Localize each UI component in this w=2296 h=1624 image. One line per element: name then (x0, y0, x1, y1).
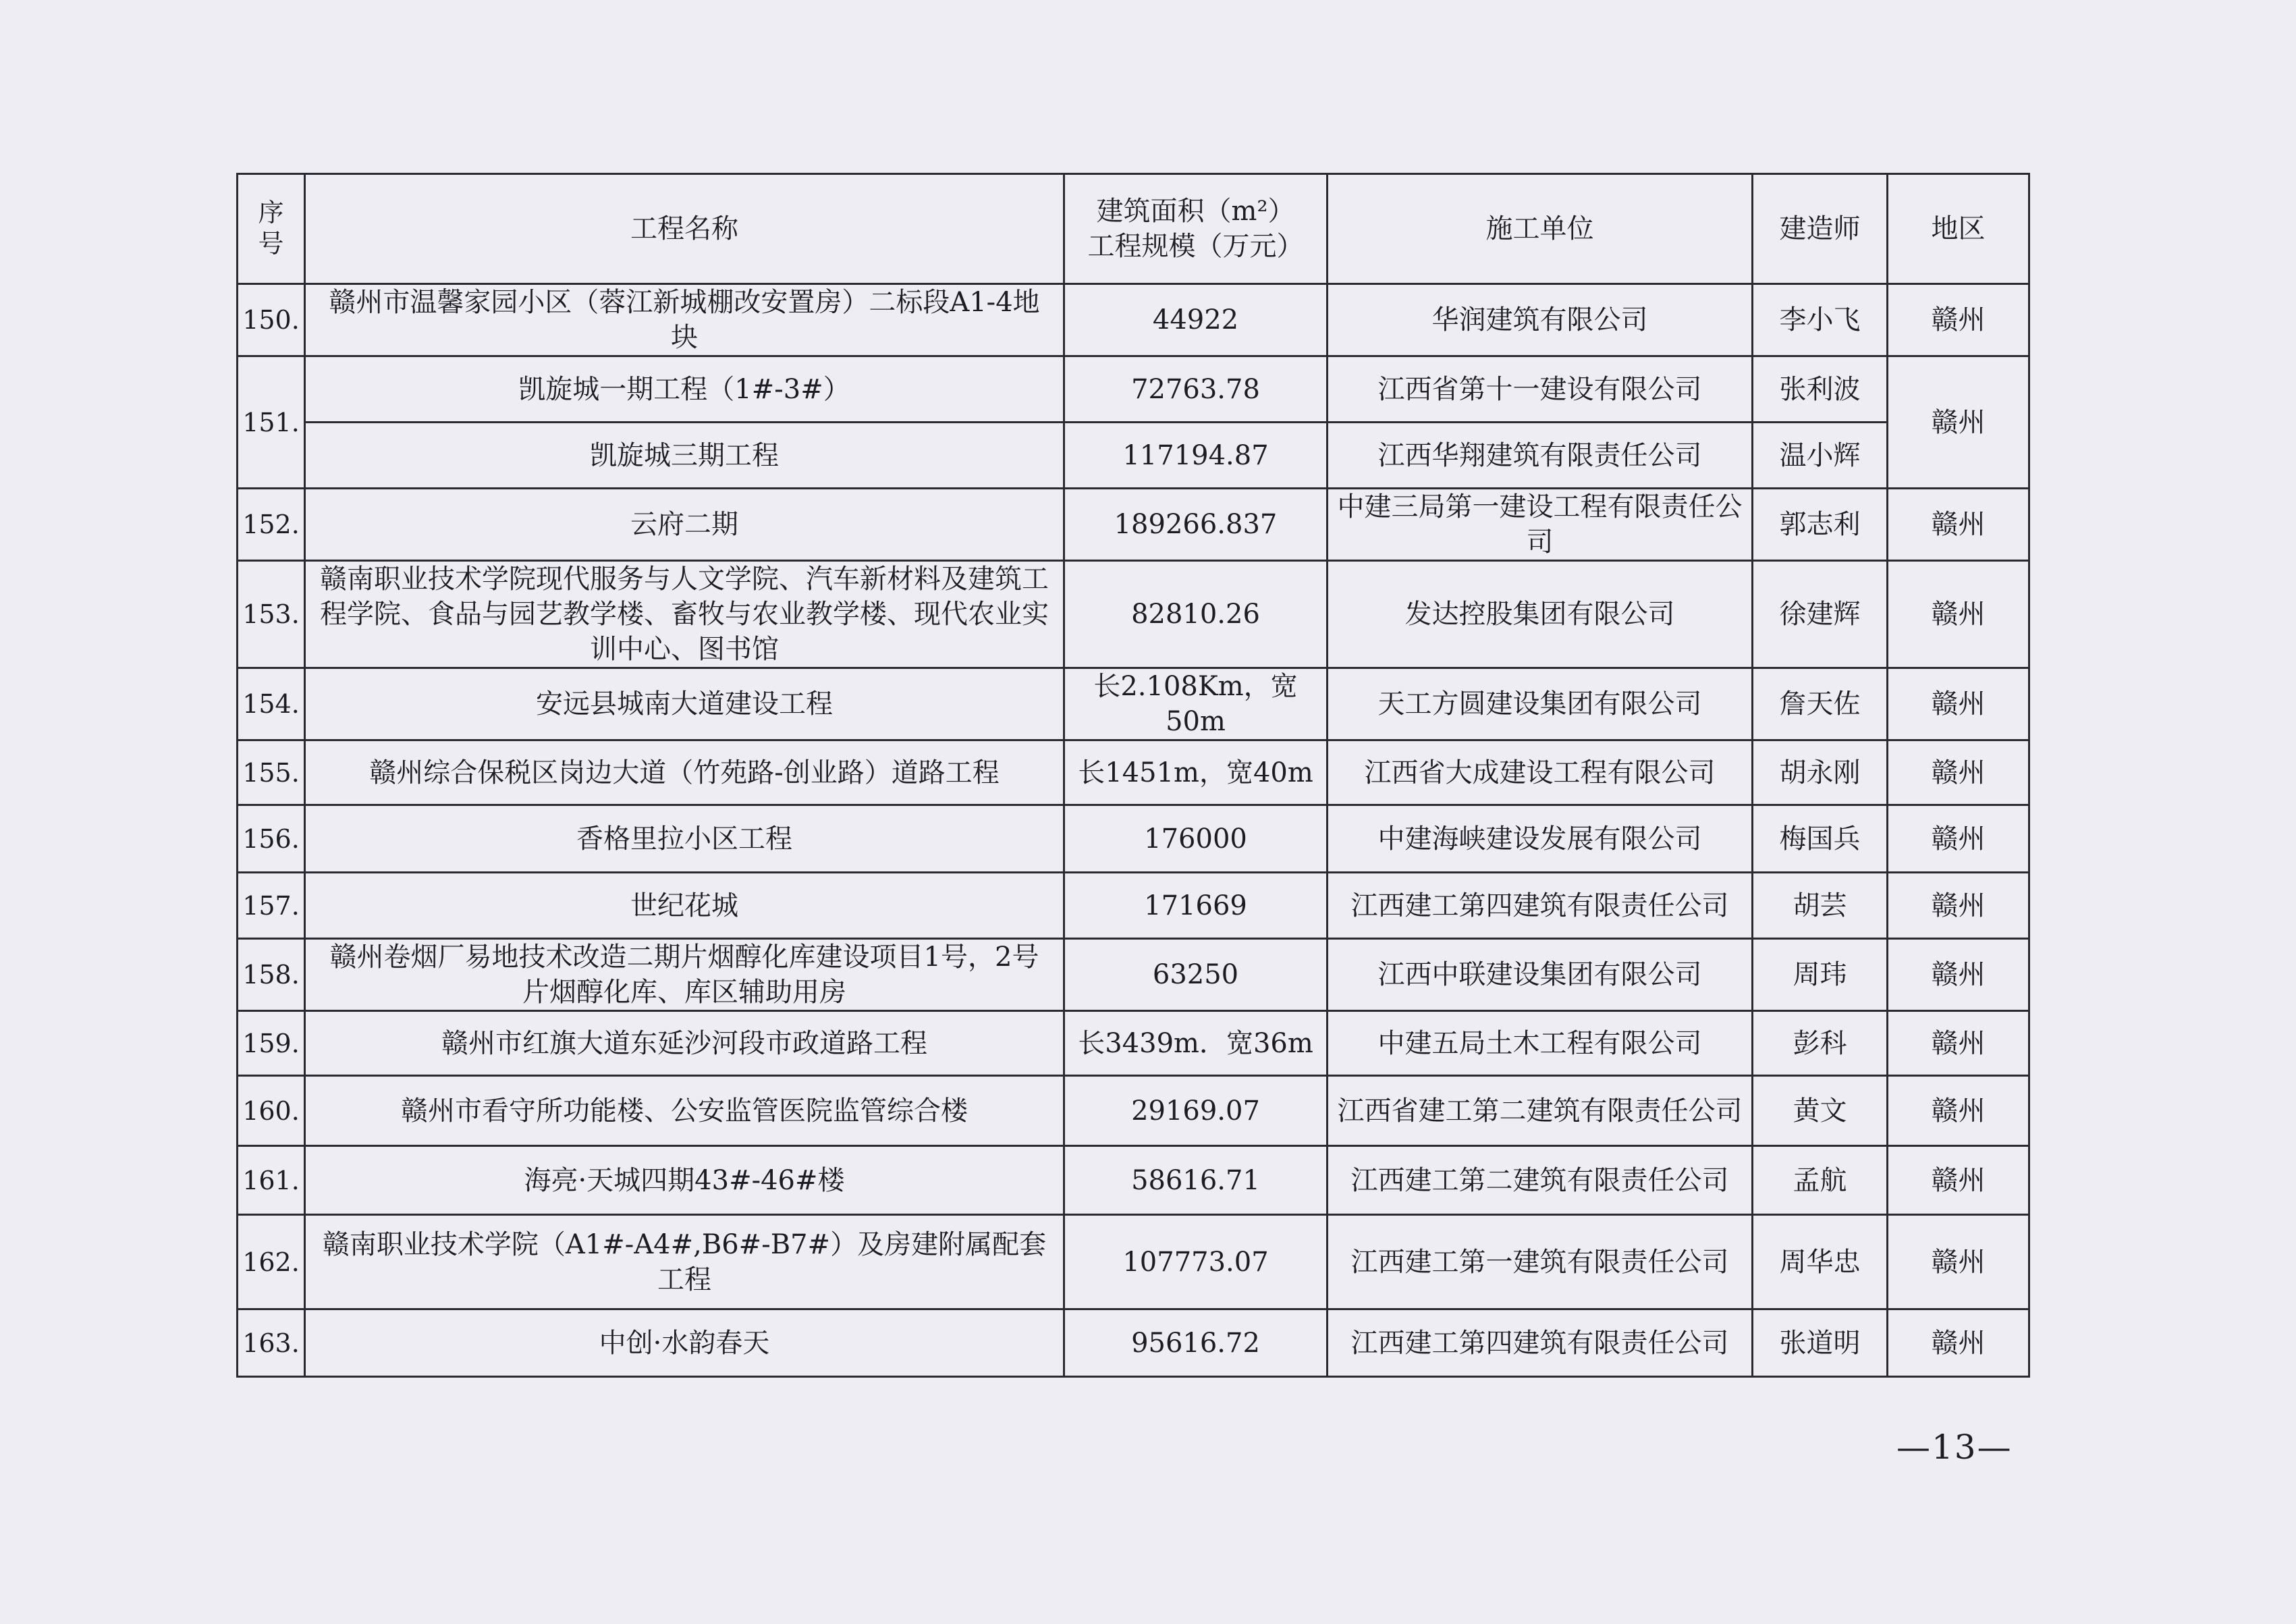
row-contractor: 天工方圆建设集团有限公司 (1328, 668, 1753, 740)
row-name: 赣州市红旗大道东延沙河段市政道路工程 (305, 1011, 1064, 1076)
row-region: 赣州 (1888, 356, 2029, 489)
row-contractor: 江西建工第四建筑有限责任公司 (1328, 1309, 1753, 1377)
row-scale: 长2.108Km，宽50m (1064, 668, 1328, 740)
row-builder: 徐建辉 (1753, 561, 1888, 668)
table-row (238, 561, 2029, 668)
table-row (238, 489, 2029, 561)
row-builder: 黄文 (1753, 1076, 1888, 1146)
row-no: 155. (238, 740, 305, 805)
row-no: 158. (238, 939, 305, 1011)
row-scale: 63250 (1064, 939, 1328, 1011)
row-name: 赣州市看守所功能楼、公安监管医院监管综合楼 (305, 1076, 1064, 1146)
row-no: 156. (238, 805, 305, 873)
table-row (238, 873, 2029, 939)
row-region: 赣州 (1888, 284, 2029, 356)
row-name: 海亮·天城四期43#-46#楼 (305, 1146, 1064, 1215)
page-number: —13— (1896, 1428, 2013, 1467)
row-region: 赣州 (1888, 873, 2029, 939)
table-row (238, 1076, 2029, 1146)
row-scale: 95616.72 (1064, 1309, 1328, 1377)
row-builder: 孟航 (1753, 1146, 1888, 1215)
table-row (238, 423, 2029, 489)
row-scale: 82810.26 (1064, 561, 1328, 668)
row-builder: 李小飞 (1753, 284, 1888, 356)
header-no: 序 号 (238, 174, 305, 284)
header-name: 工程名称 (305, 174, 1064, 284)
row-region: 赣州 (1888, 1076, 2029, 1146)
row-region: 赣州 (1888, 668, 2029, 740)
row-contractor: 江西建工第二建筑有限责任公司 (1328, 1146, 1753, 1215)
row-contractor: 江西省第十一建设有限公司 (1328, 356, 1753, 423)
row-name: 安远县城南大道建设工程 (305, 668, 1064, 740)
header-region: 地区 (1888, 174, 2029, 284)
row-no: 162. (238, 1215, 305, 1309)
table-row (238, 939, 2029, 1011)
project-table (236, 173, 2030, 1378)
table-row (238, 805, 2029, 873)
row-contractor: 江西中联建设集团有限公司 (1328, 939, 1753, 1011)
row-no: 157. (238, 873, 305, 939)
row-builder: 周玮 (1753, 939, 1888, 1011)
header-scale: 建筑面积（m²） 工程规模（万元） (1064, 174, 1328, 284)
row-contractor: 中建海峡建设发展有限公司 (1328, 805, 1753, 873)
header-contractor: 施工单位 (1328, 174, 1753, 284)
row-name: 香格里拉小区工程 (305, 805, 1064, 873)
row-builder: 詹天佐 (1753, 668, 1888, 740)
row-no: 163. (238, 1309, 305, 1377)
row-name: 云府二期 (305, 489, 1064, 561)
row-scale: 29169.07 (1064, 1076, 1328, 1146)
row-builder: 郭志利 (1753, 489, 1888, 561)
row-builder: 张利波 (1753, 356, 1888, 423)
row-region: 赣州 (1888, 740, 2029, 805)
row-builder: 胡永刚 (1753, 740, 1888, 805)
row-builder: 张道明 (1753, 1309, 1888, 1377)
row-region: 赣州 (1888, 489, 2029, 561)
table-row (238, 284, 2029, 356)
row-contractor: 华润建筑有限公司 (1328, 284, 1753, 356)
row-no: 153. (238, 561, 305, 668)
table-row (238, 668, 2029, 740)
row-scale: 117194.87 (1064, 423, 1328, 489)
row-contractor: 发达控股集团有限公司 (1328, 561, 1753, 668)
row-scale: 189266.837 (1064, 489, 1328, 561)
row-scale: 长3439m．宽36m (1064, 1011, 1328, 1076)
row-region: 赣州 (1888, 1011, 2029, 1076)
row-contractor: 江西华翔建筑有限责任公司 (1328, 423, 1753, 489)
row-contractor: 江西建工第一建筑有限责任公司 (1328, 1215, 1753, 1309)
row-region: 赣州 (1888, 1215, 2029, 1309)
row-no: 151. (238, 356, 305, 489)
row-contractor: 中建五局土木工程有限公司 (1328, 1011, 1753, 1076)
row-scale: 72763.78 (1064, 356, 1328, 423)
row-scale: 58616.71 (1064, 1146, 1328, 1215)
row-no: 159. (238, 1011, 305, 1076)
row-region: 赣州 (1888, 561, 2029, 668)
row-no: 150. (238, 284, 305, 356)
table-row (238, 740, 2029, 805)
row-name: 赣南职业技术学院现代服务与人文学院、汽车新材料及建筑工程学院、食品与园艺教学楼、畜牧与农业教学楼、现代农业实训中心、图书馆 (305, 561, 1064, 668)
row-contractor: 江西建工第四建筑有限责任公司 (1328, 873, 1753, 939)
row-name: 赣南职业技术学院（A1#-A4#,B6#-B7#）及房建附属配套工程 (305, 1215, 1064, 1309)
row-region: 赣州 (1888, 939, 2029, 1011)
row-contractor: 江西省建工第二建筑有限责任公司 (1328, 1076, 1753, 1146)
row-name: 赣州综合保税区岗边大道（竹苑路-创业路）道路工程 (305, 740, 1064, 805)
table-row (238, 1146, 2029, 1215)
row-no: 160. (238, 1076, 305, 1146)
table-header-row (238, 174, 2029, 284)
row-scale: 171669 (1064, 873, 1328, 939)
row-name: 凯旋城三期工程 (305, 423, 1064, 489)
header-builder: 建造师 (1753, 174, 1888, 284)
row-no: 161. (238, 1146, 305, 1215)
row-name: 世纪花城 (305, 873, 1064, 939)
row-region: 赣州 (1888, 1309, 2029, 1377)
table-row (238, 1309, 2029, 1377)
row-name: 中创·水韵春天 (305, 1309, 1064, 1377)
row-builder: 周华忠 (1753, 1215, 1888, 1309)
table-row (238, 1215, 2029, 1309)
row-no: 152. (238, 489, 305, 561)
table-row (238, 356, 2029, 423)
row-contractor: 江西省大成建设工程有限公司 (1328, 740, 1753, 805)
row-builder: 彭科 (1753, 1011, 1888, 1076)
row-name: 凯旋城一期工程（1#-3#） (305, 356, 1064, 423)
row-no: 154. (238, 668, 305, 740)
row-region: 赣州 (1888, 1146, 2029, 1215)
row-scale: 44922 (1064, 284, 1328, 356)
row-builder: 胡芸 (1753, 873, 1888, 939)
row-scale: 107773.07 (1064, 1215, 1328, 1309)
row-scale: 176000 (1064, 805, 1328, 873)
row-scale: 长1451m，宽40m (1064, 740, 1328, 805)
row-region: 赣州 (1888, 805, 2029, 873)
row-contractor: 中建三局第一建设工程有限责任公司 (1328, 489, 1753, 561)
row-builder: 温小辉 (1753, 423, 1888, 489)
row-name: 赣州市温馨家园小区（蓉江新城棚改安置房）二标段A1-4地块 (305, 284, 1064, 356)
row-name: 赣州卷烟厂易地技术改造二期片烟醇化库建设项目1号，2号片烟醇化库、库区辅助用房 (305, 939, 1064, 1011)
table-row (238, 1011, 2029, 1076)
row-builder: 梅国兵 (1753, 805, 1888, 873)
